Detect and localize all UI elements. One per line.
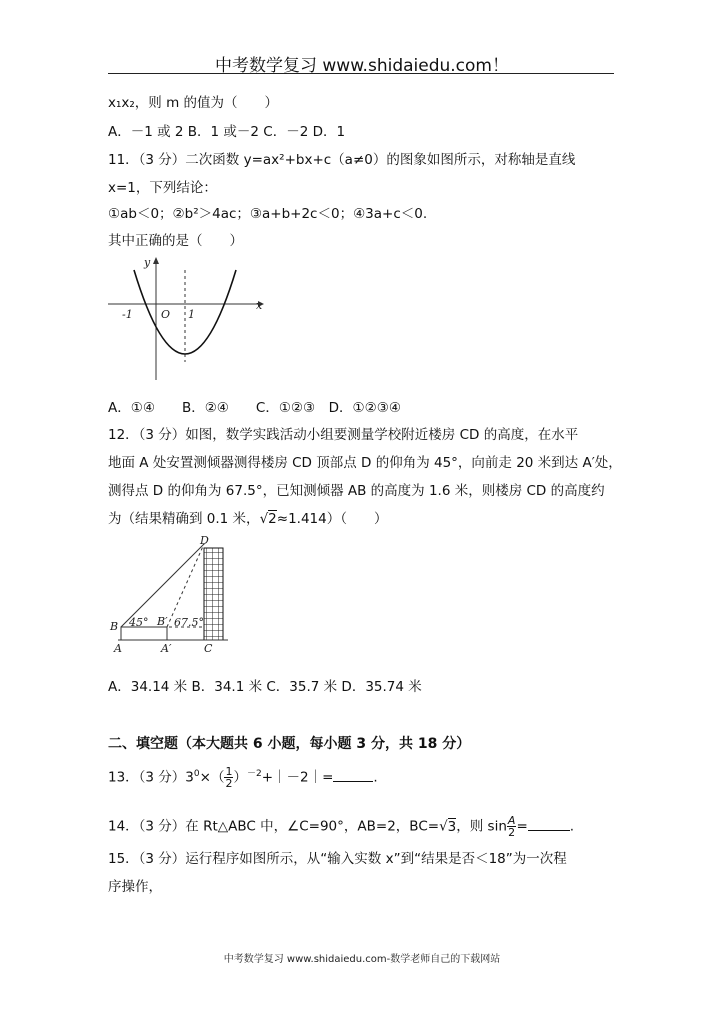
q12-line2: 地面 A 处安置测倾器测得楼房 CD 顶部点 D 的仰角为 45°，向前走 20 米到达 A′处，: [108, 455, 622, 471]
q15-line2: 序操作，: [108, 879, 162, 895]
sightline-b1-d: [167, 544, 204, 627]
q13-answer-blank[interactable]: [333, 781, 373, 782]
label-a: A: [114, 642, 122, 655]
q14-eq: =: [516, 818, 528, 835]
q11-line4: 其中正确的是（ ）: [108, 233, 243, 249]
label-angle-67: 67.5°: [174, 616, 204, 629]
header-divider: [108, 73, 614, 74]
origin-label: O: [161, 308, 171, 321]
q14-frac-num: A: [507, 814, 516, 827]
y-axis-arrow: [153, 257, 159, 264]
q13-exp-0: 0: [193, 769, 200, 779]
q10-options: A．－1 或 2 B．1 或－2 C．－2 D．1: [108, 124, 346, 140]
page-footer: 中考数学复习 www.shidaiedu.com-数学老师自己的下载网站: [223, 954, 501, 965]
page-header-title: 中考数学复习 www.shidaiedu.com！: [215, 56, 509, 76]
q12-options: A．34.14 米 B．34.1 米 C．35.7 米 D．35.74 米: [108, 679, 422, 695]
q14-line: [108, 814, 575, 839]
q13-times: ×（: [199, 769, 225, 786]
one-label: 1: [188, 308, 195, 321]
q12-line4: [108, 511, 387, 527]
q12-line4-b: ≈1.414）（ ）: [276, 511, 388, 527]
q12-line1: 12．（3 分）如图，数学实践活动小组要测量学校附近楼房 CD 的高度，在水平: [108, 427, 579, 443]
label-b-prime: B′: [157, 615, 168, 628]
q13-end: .: [373, 769, 378, 786]
q11-line1: 11．（3 分）二次函数 y=ax²+bx+c（a≠0）的图象如图所示，对称轴是直线: [108, 152, 576, 168]
x-axis-label: x: [256, 299, 263, 312]
q13-tail: +｜－2｜=: [261, 769, 334, 786]
q13-frac-num: 1: [225, 765, 233, 778]
sqrt-radicand: 2: [268, 511, 277, 527]
q12-line3: 测得点 D 的仰角为 67.5°，已知测倾器 AB 的高度为 1.6 米，则楼房 CD 的高度约: [108, 483, 605, 499]
q13-prefix: 13．（3 分）3: [108, 769, 194, 786]
q11-parabola-graph: [100, 252, 270, 392]
q13-close: ）: [233, 769, 247, 786]
sqrt-symbol: √: [259, 511, 269, 527]
sqrt-symbol: √: [439, 818, 448, 835]
neg-one-label: -1: [122, 308, 133, 321]
q13-line: [108, 765, 378, 790]
q12-building-figure: [104, 534, 234, 656]
q14-sqrt-radicand: 3: [447, 818, 457, 835]
q14-mid: ，则 sin: [456, 818, 507, 835]
label-angle-45: 45°: [129, 616, 149, 629]
q10-stem-tail: x₁x₂，则 m 的值为（ ）: [108, 95, 279, 111]
q14-frac-den: 2: [508, 826, 516, 839]
q14-answer-blank[interactable]: [528, 830, 570, 831]
q13-frac-den: 2: [225, 777, 233, 790]
label-d: D: [200, 534, 209, 547]
q13-exp-neg2: －2: [246, 769, 262, 779]
building-cd: [204, 548, 223, 640]
q11-options: A．①④ B．②④ C．①②③ D．①②③④: [108, 400, 401, 416]
y-axis-label: y: [144, 256, 151, 269]
q11-line3: ①ab＜0；②b²＞4ac；③a+b+2c＜0；④3a+c＜0.: [108, 206, 428, 222]
q15-line1: 15．（3 分）运行程序如图所示，从“输入实数 x”到“结果是否＜18”为一次程: [108, 851, 567, 867]
label-b: B: [110, 620, 119, 633]
q14-fraction: [507, 815, 517, 838]
q14-prefix: 14．（3 分）在 Rt△ABC 中，∠C=90°，AB=2，BC=: [108, 818, 440, 835]
section-2-title: 二、填空题（本大题共 6 小题，每小题 3 分，共 18 分）: [108, 736, 471, 752]
q11-line2: x=1，下列结论：: [108, 180, 217, 196]
q14-end: .: [569, 818, 575, 835]
q12-line4-a: 为（结果精确到 0.1 米，: [108, 511, 260, 527]
label-c: C: [204, 642, 213, 655]
label-a-prime: A′: [161, 642, 172, 655]
